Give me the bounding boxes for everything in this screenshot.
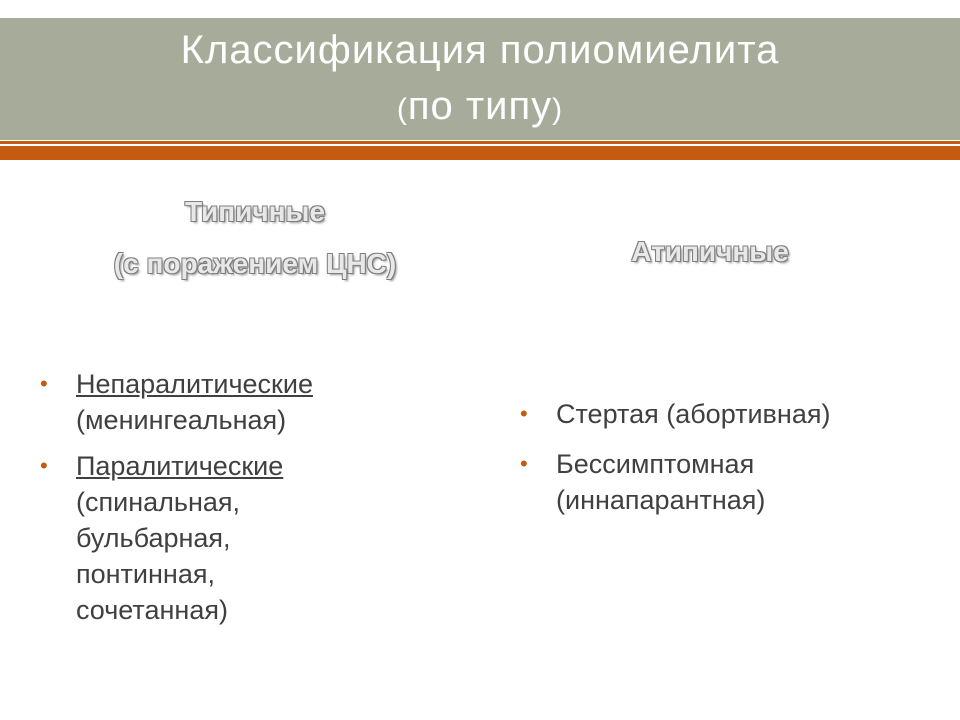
- typical-heading: Типичные: [184, 196, 326, 227]
- typical-subheading: (с поражением ЦНС): [113, 248, 397, 279]
- subtitle-close-paren: ): [552, 93, 564, 126]
- list-item: [40, 448, 420, 628]
- atypical-list: [520, 396, 940, 532]
- list-item: [520, 396, 940, 432]
- subtitle-text: по типу: [407, 84, 553, 128]
- subtitle-open-paren: (: [396, 93, 408, 126]
- list-item-text: Стертая (абортивная): [556, 399, 831, 429]
- list-item-detail: (спинальная, бульбарная, понтинная, сочетанная): [76, 487, 240, 625]
- list-item-detail: (менингеальная): [76, 405, 287, 435]
- list-item-term: Непаралитические: [76, 369, 313, 399]
- typical-list: [40, 366, 420, 638]
- bullet-icon: •: [520, 451, 528, 476]
- list-item-text: Бессимптомная (иннапарантная): [556, 449, 766, 515]
- accent-divider-thin: [0, 141, 960, 144]
- slide-subtitle: [0, 84, 960, 129]
- accent-divider-thick: [0, 146, 960, 160]
- list-item-term: Паралитические: [76, 451, 284, 481]
- bullet-icon: •: [520, 401, 528, 426]
- list-item: [40, 366, 420, 438]
- atypical-heading: Атипичные: [631, 236, 789, 267]
- slide-title: Классификация полиомиелита: [180, 28, 780, 72]
- bullet-icon: •: [40, 453, 48, 478]
- bullet-icon: •: [40, 371, 48, 396]
- list-item: [520, 446, 940, 518]
